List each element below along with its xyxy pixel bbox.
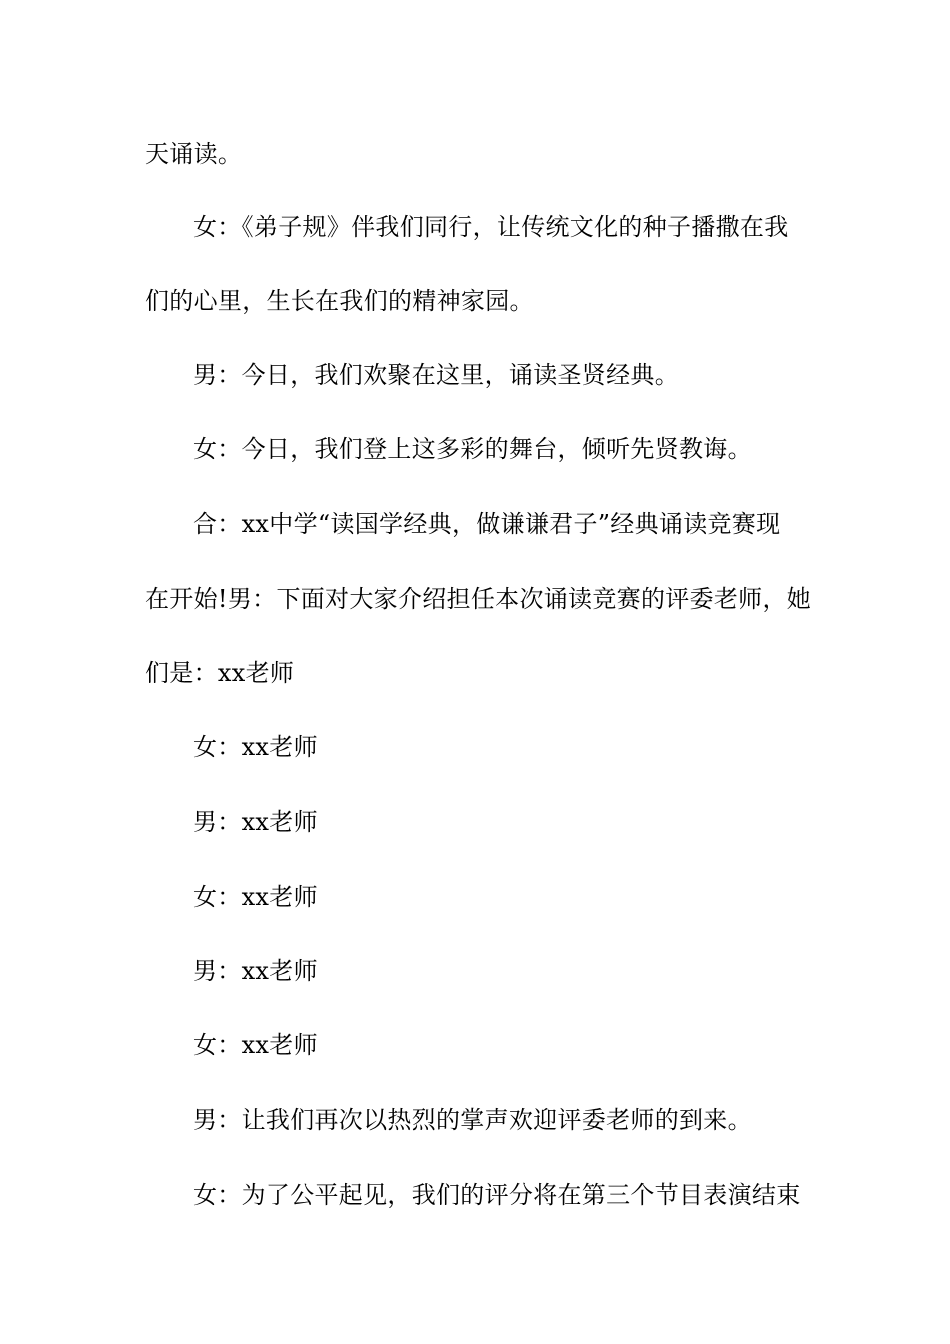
text-line-5: 女：今日，我们登上这多彩的舞台，倾听先贤教诲。 bbox=[193, 435, 752, 463]
text-line-3: 们的心里，生长在我们的精神家园。 bbox=[145, 287, 534, 315]
text-line-14: 男：让我们再次以热烈的掌声欢迎评委老师的到来。 bbox=[193, 1106, 752, 1134]
text-line-7: 在开始!男：下面对大家介绍担任本次诵读竞赛的评委老师，她 bbox=[145, 585, 812, 613]
text-line-12: 男：xx老师 bbox=[193, 957, 318, 985]
text-line-13: 女：xx老师 bbox=[193, 1031, 318, 1059]
text-line-11: 女：xx老师 bbox=[193, 883, 318, 911]
text-line-6: 合：xx中学“读国学经典，做谦谦君子”经典诵读竞赛现 bbox=[193, 510, 781, 538]
text-line-2: 女：《弟子规》伴我们同行，让传统文化的种子播撒在我 bbox=[193, 213, 789, 241]
text-line-4: 男：今日，我们欢聚在这里，诵读圣贤经典。 bbox=[193, 361, 679, 389]
text-line-1: 天诵读。 bbox=[145, 140, 243, 168]
text-line-8: 们是：xx老师 bbox=[145, 659, 295, 687]
text-line-9: 女：xx老师 bbox=[193, 733, 318, 761]
text-line-15: 女：为了公平起见，我们的评分将在第三个节目表演结束 bbox=[193, 1181, 801, 1209]
text-line-10: 男：xx老师 bbox=[193, 808, 318, 836]
